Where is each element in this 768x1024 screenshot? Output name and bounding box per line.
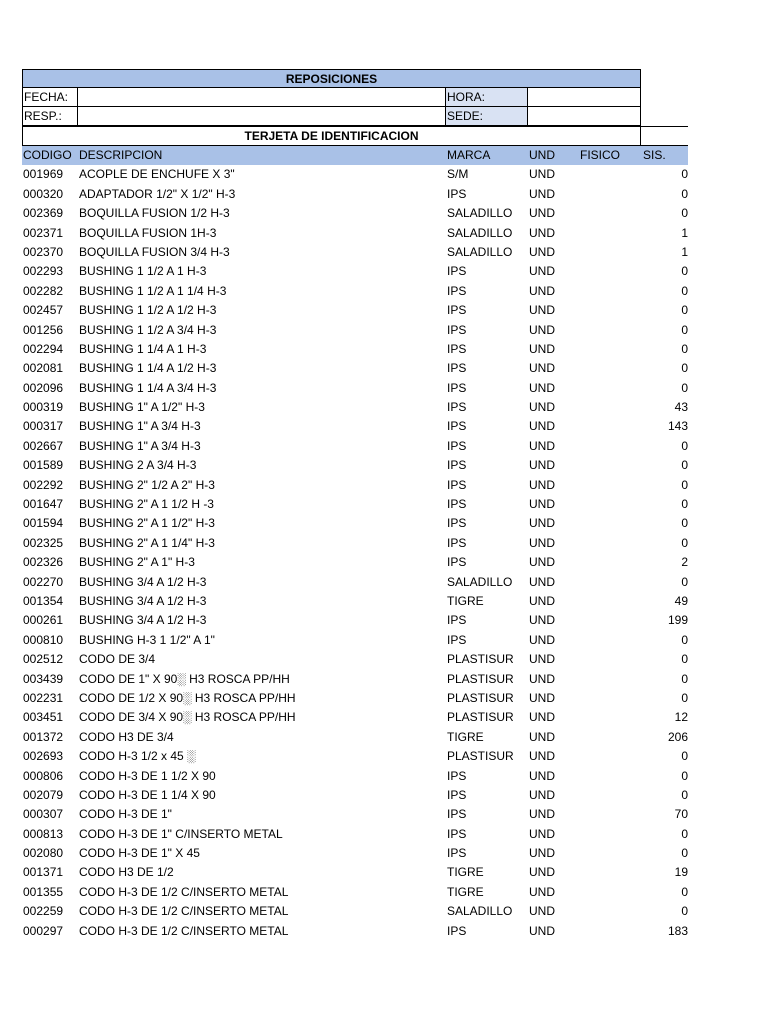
- table-row[interactable]: [22, 398, 688, 417]
- cell-descripcion: BUSHING 1 1/2 A 1 H-3: [79, 264, 207, 279]
- cell-descripcion: CODO H-3 1/2 x 45 ░: [79, 749, 196, 764]
- cell-und: UND: [529, 632, 555, 647]
- cell-codigo: 001647: [23, 497, 64, 512]
- cell-marca: IPS: [447, 555, 467, 570]
- cell-descripcion: BUSHING 2 A 3/4 H-3: [79, 458, 197, 473]
- cell-codigo: 002667: [23, 438, 64, 453]
- cell-und: UND: [529, 729, 555, 744]
- cell-descripcion: CODO H-3 DE 1/2 C/INSERTO METAL: [79, 884, 289, 899]
- subtitle: TERJETA DE IDENTIFICACION: [22, 127, 641, 145]
- cell-codigo: 001594: [23, 516, 64, 531]
- table-row[interactable]: [22, 204, 688, 223]
- cell-marca: IPS: [447, 438, 467, 453]
- cell-marca: IPS: [447, 768, 467, 783]
- cell-und: UND: [529, 322, 555, 337]
- table-row[interactable]: [22, 670, 688, 689]
- col-codigo: CODIGO: [23, 148, 72, 162]
- cell-sis: 0: [681, 438, 688, 453]
- cell-und: UND: [529, 749, 555, 764]
- resp-value-cell[interactable]: [78, 107, 446, 125]
- cell-sis: 0: [681, 535, 688, 550]
- cell-codigo: 002080: [23, 846, 64, 861]
- cell-und: UND: [529, 846, 555, 861]
- cell-marca: IPS: [447, 787, 467, 802]
- cell-sis: 0: [681, 497, 688, 512]
- cell-sis: 19: [674, 865, 688, 880]
- hora-value-cell[interactable]: [528, 88, 642, 106]
- cell-marca: IPS: [447, 613, 467, 628]
- cell-codigo: 002326: [23, 555, 64, 570]
- cell-codigo: 003451: [23, 710, 64, 725]
- cell-codigo: 000261: [23, 613, 64, 628]
- cell-descripcion: BUSHING 1" A 3/4 H-3: [79, 438, 201, 453]
- cell-descripcion: CODO H-3 DE 1 1/2 X 90: [79, 768, 216, 783]
- cell-marca: PLASTISUR: [447, 671, 514, 686]
- hora-label: HORA:: [446, 88, 528, 106]
- cell-und: UND: [529, 826, 555, 841]
- col-und: UND: [529, 148, 555, 162]
- cell-und: UND: [529, 535, 555, 550]
- cell-und: UND: [529, 206, 555, 221]
- cell-descripcion: BUSHING 2" A 1" H-3: [79, 555, 195, 570]
- cell-codigo: 000320: [23, 186, 64, 201]
- cell-und: UND: [529, 516, 555, 531]
- fecha-label: FECHA:: [23, 88, 78, 106]
- cell-marca: IPS: [447, 807, 467, 822]
- cell-descripcion: BUSHING 3/4 A 1/2 H-3: [79, 574, 207, 589]
- col-descripcion: DESCRIPCION: [79, 148, 163, 162]
- cell-marca: IPS: [447, 283, 467, 298]
- cell-und: UND: [529, 244, 555, 259]
- table-row[interactable]: [22, 417, 688, 436]
- cell-und: UND: [529, 613, 555, 628]
- cell-sis: 0: [681, 826, 688, 841]
- cell-und: UND: [529, 361, 555, 376]
- cell-codigo: 002369: [23, 206, 64, 221]
- cell-marca: IPS: [447, 477, 467, 492]
- table-row[interactable]: [22, 573, 688, 592]
- col-fisico: FISICO: [580, 148, 621, 162]
- cell-codigo: 000317: [23, 419, 64, 434]
- cell-sis: 49: [674, 593, 688, 608]
- cell-descripcion: BOQUILLA FUSION 3/4 H-3: [79, 244, 230, 259]
- table-row[interactable]: [22, 902, 688, 921]
- cell-und: UND: [529, 303, 555, 318]
- cell-marca: IPS: [447, 497, 467, 512]
- cell-codigo: 000307: [23, 807, 64, 822]
- table-body: [22, 165, 688, 941]
- cell-descripcion: BUSHING 1" A 3/4 H-3: [79, 419, 201, 434]
- cell-descripcion: CODO H-3 DE 1": [79, 807, 172, 822]
- table-row[interactable]: [22, 185, 688, 204]
- table-row[interactable]: [22, 747, 688, 766]
- cell-sis: 0: [681, 652, 688, 667]
- fecha-row: [22, 88, 641, 107]
- cell-codigo: 002096: [23, 380, 64, 395]
- cell-sis: 206: [667, 729, 688, 744]
- cell-und: UND: [529, 710, 555, 725]
- cell-sis: 0: [681, 904, 688, 919]
- cell-codigo: 001256: [23, 322, 64, 337]
- cell-marca: S/M: [447, 167, 469, 182]
- cell-descripcion: BUSHING 3/4 A 1/2 H-3: [79, 593, 207, 608]
- cell-codigo: 002371: [23, 225, 64, 240]
- cell-sis: 0: [681, 516, 688, 531]
- table-row[interactable]: [22, 883, 688, 902]
- cell-descripcion: BUSHING 3/4 A 1/2 H-3: [79, 613, 207, 628]
- table-row[interactable]: [22, 534, 688, 553]
- cell-codigo: 001969: [23, 167, 64, 182]
- cell-descripcion: CODO H-3 DE 1" X 45: [79, 846, 200, 861]
- cell-descripcion: BUSHING 1 1/4 A 1/2 H-3: [79, 361, 217, 376]
- cell-descripcion: BUSHING H-3 1 1/2" A 1": [79, 632, 215, 647]
- cell-sis: 0: [681, 303, 688, 318]
- cell-sis: 0: [681, 574, 688, 589]
- cell-marca: TIGRE: [447, 593, 484, 608]
- cell-sis: 143: [667, 419, 688, 434]
- cell-descripcion: BUSHING 2" A 1 1/2 H -3: [79, 497, 214, 512]
- cell-codigo: 002270: [23, 574, 64, 589]
- cell-descripcion: CODO H-3 DE 1" C/INSERTO METAL: [79, 826, 283, 841]
- cell-marca: IPS: [447, 826, 467, 841]
- table-row[interactable]: [22, 592, 688, 611]
- cell-descripcion: CODO H-3 DE 1 1/4 X 90: [79, 787, 216, 802]
- cell-und: UND: [529, 787, 555, 802]
- cell-marca: IPS: [447, 322, 467, 337]
- table-row[interactable]: [22, 165, 688, 184]
- cell-sis: 0: [681, 341, 688, 356]
- table-row[interactable]: [22, 611, 688, 630]
- cell-descripcion: CODO DE 3/4 X 90░ H3 ROSCA PP/HH: [79, 710, 296, 725]
- table-row[interactable]: [22, 863, 688, 882]
- cell-codigo: 001372: [23, 729, 64, 744]
- cell-sis: 0: [681, 322, 688, 337]
- cell-sis: 199: [667, 613, 688, 628]
- cell-codigo: 002292: [23, 477, 64, 492]
- cell-sis: 43: [674, 400, 688, 415]
- cell-sis: 0: [681, 749, 688, 764]
- cell-marca: IPS: [447, 535, 467, 550]
- cell-marca: PLASTISUR: [447, 652, 514, 667]
- table-row[interactable]: [22, 359, 688, 378]
- table-row[interactable]: [22, 650, 688, 669]
- cell-codigo: 000806: [23, 768, 64, 783]
- cell-und: UND: [529, 186, 555, 201]
- cell-sis: 183: [667, 923, 688, 938]
- cell-und: UND: [529, 497, 555, 512]
- cell-sis: 0: [681, 632, 688, 647]
- table-row[interactable]: [22, 437, 688, 456]
- cell-descripcion: CODO DE 1/2 X 90░ H3 ROSCA PP/HH: [79, 690, 296, 705]
- cell-und: UND: [529, 768, 555, 783]
- cell-descripcion: BUSHING 1 1/4 A 1 H-3: [79, 341, 207, 356]
- cell-descripcion: CODO DE 1" X 90░ H3 ROSCA PP/HH: [79, 671, 290, 686]
- cell-marca: IPS: [447, 923, 467, 938]
- cell-marca: IPS: [447, 341, 467, 356]
- cell-marca: TIGRE: [447, 865, 484, 880]
- table-row[interactable]: [22, 340, 688, 359]
- cell-codigo: 000813: [23, 826, 64, 841]
- table-row[interactable]: [22, 321, 688, 340]
- cell-codigo: 002294: [23, 341, 64, 356]
- cell-sis: 0: [681, 846, 688, 861]
- cell-codigo: 002693: [23, 749, 64, 764]
- col-sis: SIS.: [643, 148, 666, 162]
- cell-marca: SALADILLO: [447, 225, 513, 240]
- cell-sis: 12: [674, 710, 688, 725]
- cell-marca: IPS: [447, 516, 467, 531]
- cell-sis: 0: [681, 167, 688, 182]
- cell-codigo: 002282: [23, 283, 64, 298]
- table-row[interactable]: [22, 243, 688, 262]
- table-row[interactable]: [22, 553, 688, 572]
- cell-und: UND: [529, 477, 555, 492]
- table-row[interactable]: [22, 282, 688, 301]
- cell-marca: TIGRE: [447, 729, 484, 744]
- cell-codigo: 002370: [23, 244, 64, 259]
- table-row[interactable]: [22, 262, 688, 281]
- cell-sis: 0: [681, 380, 688, 395]
- cell-sis: 0: [681, 671, 688, 686]
- cell-descripcion: CODO H-3 DE 1/2 C/INSERTO METAL: [79, 923, 289, 938]
- cell-sis: 0: [681, 787, 688, 802]
- cell-und: UND: [529, 690, 555, 705]
- cell-codigo: 001589: [23, 458, 64, 473]
- cell-und: UND: [529, 225, 555, 240]
- cell-codigo: 003439: [23, 671, 64, 686]
- table-row[interactable]: [22, 767, 688, 786]
- sede-value-cell[interactable]: [528, 107, 642, 125]
- cell-sis: 1: [681, 244, 688, 259]
- cell-marca: IPS: [447, 400, 467, 415]
- cell-und: UND: [529, 904, 555, 919]
- table-row[interactable]: [22, 495, 688, 514]
- cell-codigo: 002325: [23, 535, 64, 550]
- cell-und: UND: [529, 593, 555, 608]
- cell-codigo: 002293: [23, 264, 64, 279]
- cell-marca: IPS: [447, 846, 467, 861]
- table-row[interactable]: [22, 844, 688, 863]
- cell-codigo: 001371: [23, 865, 64, 880]
- cell-marca: IPS: [447, 458, 467, 473]
- cell-marca: IPS: [447, 419, 467, 434]
- column-header-row: [22, 146, 688, 165]
- cell-descripcion: BOQUILLA FUSION 1/2 H-3: [79, 206, 230, 221]
- cell-sis: 0: [681, 768, 688, 783]
- cell-marca: SALADILLO: [447, 244, 513, 259]
- cell-und: UND: [529, 865, 555, 880]
- sheet-title: REPOSICIONES: [22, 69, 641, 88]
- cell-sis: 0: [681, 361, 688, 376]
- cell-und: UND: [529, 671, 555, 686]
- table-row[interactable]: [22, 301, 688, 320]
- cell-sis: 0: [681, 206, 688, 221]
- cell-und: UND: [529, 807, 555, 822]
- cell-und: UND: [529, 652, 555, 667]
- cell-marca: PLASTISUR: [447, 710, 514, 725]
- col-marca: MARCA: [447, 148, 491, 162]
- cell-marca: IPS: [447, 264, 467, 279]
- cell-sis: 1: [681, 225, 688, 240]
- cell-descripcion: BUSHING 2" A 1 1/2" H-3: [79, 516, 215, 531]
- cell-marca: TIGRE: [447, 884, 484, 899]
- cell-descripcion: CODO DE 3/4: [79, 652, 156, 667]
- cell-marca: IPS: [447, 361, 467, 376]
- cell-und: UND: [529, 400, 555, 415]
- cell-und: UND: [529, 884, 555, 899]
- table-row[interactable]: [22, 708, 688, 727]
- cell-descripcion: BUSHING 1" A 1/2" H-3: [79, 400, 205, 415]
- cell-sis: 0: [681, 186, 688, 201]
- cell-descripcion: BUSHING 1 1/2 A 1 1/4 H-3: [79, 283, 227, 298]
- cell-marca: IPS: [447, 632, 467, 647]
- cell-und: UND: [529, 574, 555, 589]
- cell-descripcion: BUSHING 2" A 1 1/4" H-3: [79, 535, 215, 550]
- resp-label: RESP.:: [23, 107, 78, 125]
- cell-codigo: 002079: [23, 787, 64, 802]
- cell-marca: IPS: [447, 303, 467, 318]
- cell-descripcion: BUSHING 2" 1/2 A 2" H-3: [79, 477, 215, 492]
- cell-und: UND: [529, 341, 555, 356]
- subtitle-row: [22, 126, 688, 146]
- cell-und: UND: [529, 419, 555, 434]
- table-row[interactable]: [22, 631, 688, 650]
- cell-sis: 0: [681, 283, 688, 298]
- cell-marca: IPS: [447, 380, 467, 395]
- table-row[interactable]: [22, 224, 688, 243]
- spreadsheet: [22, 69, 688, 941]
- cell-codigo: 002231: [23, 690, 64, 705]
- cell-codigo: 000810: [23, 632, 64, 647]
- table-row[interactable]: [22, 805, 688, 824]
- table-row[interactable]: [22, 825, 688, 844]
- cell-descripcion: ACOPLE DE ENCHUFE X 3": [79, 167, 235, 182]
- fecha-value-cell[interactable]: [78, 88, 446, 106]
- table-row[interactable]: [22, 689, 688, 708]
- cell-marca: IPS: [447, 186, 467, 201]
- cell-und: UND: [529, 555, 555, 570]
- cell-descripcion: CODO H3 DE 1/2: [79, 865, 174, 880]
- cell-codigo: 002259: [23, 904, 64, 919]
- cell-und: UND: [529, 923, 555, 938]
- cell-marca: PLASTISUR: [447, 690, 514, 705]
- cell-sis: 0: [681, 264, 688, 279]
- table-row[interactable]: [22, 786, 688, 805]
- sede-label: SEDE:: [446, 107, 528, 125]
- cell-codigo: 002457: [23, 303, 64, 318]
- cell-codigo: 001354: [23, 593, 64, 608]
- resp-row: [22, 107, 641, 126]
- cell-descripcion: CODO H-3 DE 1/2 C/INSERTO METAL: [79, 904, 289, 919]
- table-row[interactable]: [22, 922, 688, 941]
- table-row[interactable]: [22, 476, 688, 495]
- cell-codigo: 000319: [23, 400, 64, 415]
- cell-descripcion: BUSHING 1 1/2 A 1/2 H-3: [79, 303, 217, 318]
- cell-codigo: 002512: [23, 652, 64, 667]
- cell-sis: 2: [681, 555, 688, 570]
- cell-und: UND: [529, 167, 555, 182]
- cell-descripcion: BUSHING 1 1/2 A 3/4 H-3: [79, 322, 217, 337]
- table-row[interactable]: [22, 379, 688, 398]
- cell-sis: 70: [674, 807, 688, 822]
- cell-codigo: 000297: [23, 923, 64, 938]
- cell-descripcion: BOQUILLA FUSION 1H-3: [79, 225, 217, 240]
- cell-marca: PLASTISUR: [447, 749, 514, 764]
- table-row[interactable]: [22, 456, 688, 475]
- table-row[interactable]: [22, 728, 688, 747]
- cell-marca: SALADILLO: [447, 574, 513, 589]
- cell-marca: SALADILLO: [447, 904, 513, 919]
- cell-und: UND: [529, 380, 555, 395]
- cell-descripcion: ADAPTADOR 1/2" X 1/2" H-3: [79, 186, 236, 201]
- cell-sis: 0: [681, 884, 688, 899]
- cell-sis: 0: [681, 690, 688, 705]
- cell-descripcion: CODO H3 DE 3/4: [79, 729, 174, 744]
- cell-sis: 0: [681, 477, 688, 492]
- cell-und: UND: [529, 438, 555, 453]
- cell-codigo: 001355: [23, 884, 64, 899]
- cell-sis: 0: [681, 458, 688, 473]
- cell-codigo: 002081: [23, 361, 64, 376]
- cell-und: UND: [529, 458, 555, 473]
- cell-und: UND: [529, 264, 555, 279]
- cell-marca: SALADILLO: [447, 206, 513, 221]
- cell-und: UND: [529, 283, 555, 298]
- cell-descripcion: BUSHING 1 1/4 A 3/4 H-3: [79, 380, 217, 395]
- table-row[interactable]: [22, 514, 688, 533]
